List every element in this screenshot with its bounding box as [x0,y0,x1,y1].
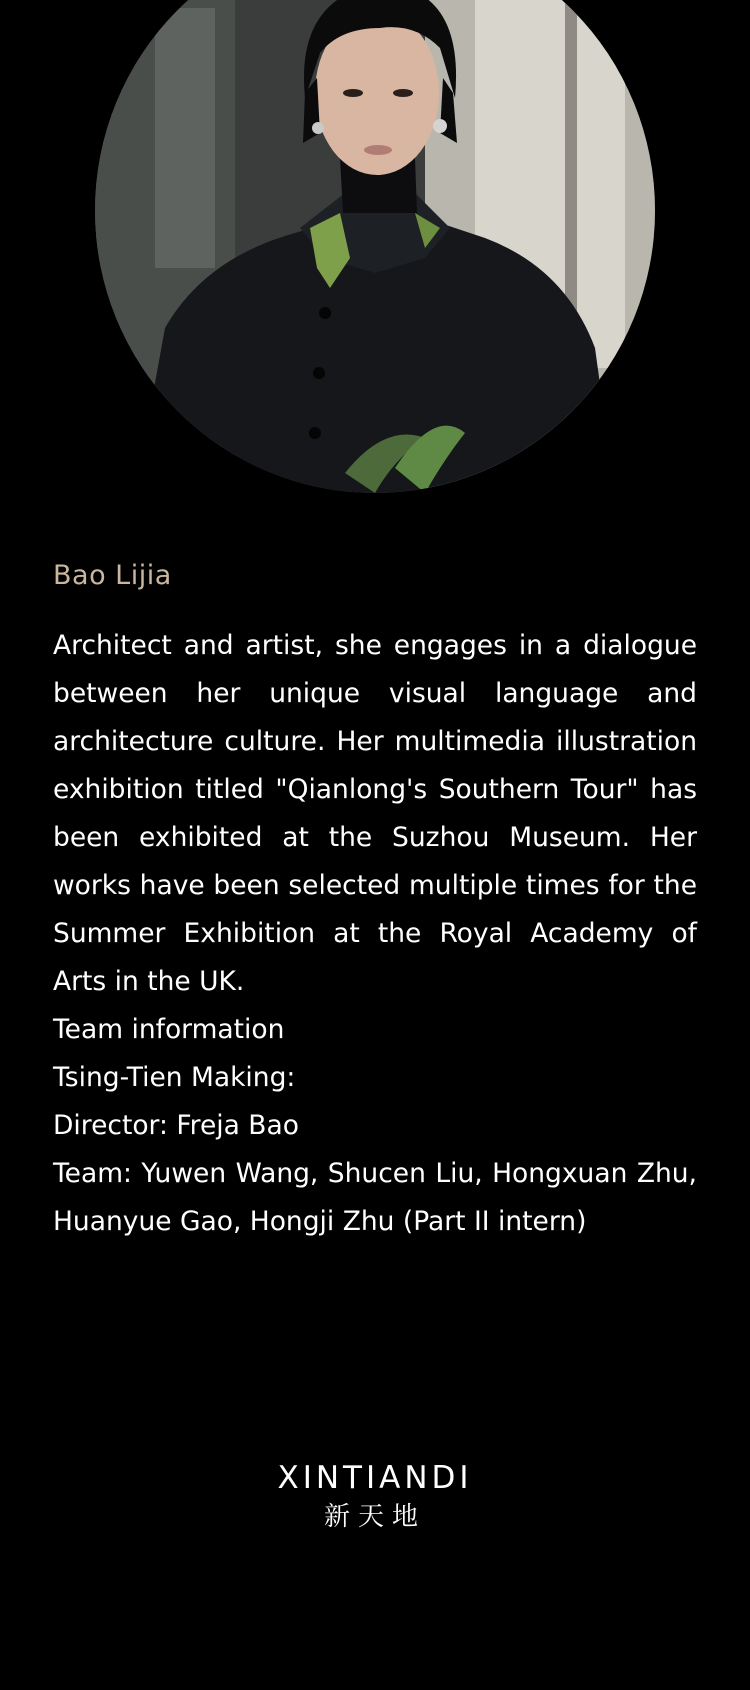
logo-english: XINTIANDI [277,1460,473,1496]
team-members: Team: Yuwen Wang, Shucen Liu, Hongxuan Zhu, Huanyue Gao, Hongji Zhu (Part II intern) [53,1158,697,1237]
team-heading: Team information [53,1014,285,1045]
profile-portrait [95,0,655,493]
xintiandi-logo [0,1458,750,1534]
profile-bio: Architect and artist, she engages in a dialogue between her unique visual language and architecture culture. Her multimedia illustration exhibition titled "Qianlong's Southern Tour" has been exhibited at the Suzhou Museum. Her works have been selected multiple times for the Summer Exhibition at the Royal Academy of Arts in the UK. [53,630,697,997]
portrait-illustration [95,0,655,493]
logo-chinese: 新天地 [323,1502,426,1532]
team-director: Director: Freja Bao [53,1110,299,1141]
team-information [53,1006,697,1246]
team-studio: Tsing-Tien Making: [53,1062,296,1093]
profile-name: Bao Lijia [53,560,172,591]
